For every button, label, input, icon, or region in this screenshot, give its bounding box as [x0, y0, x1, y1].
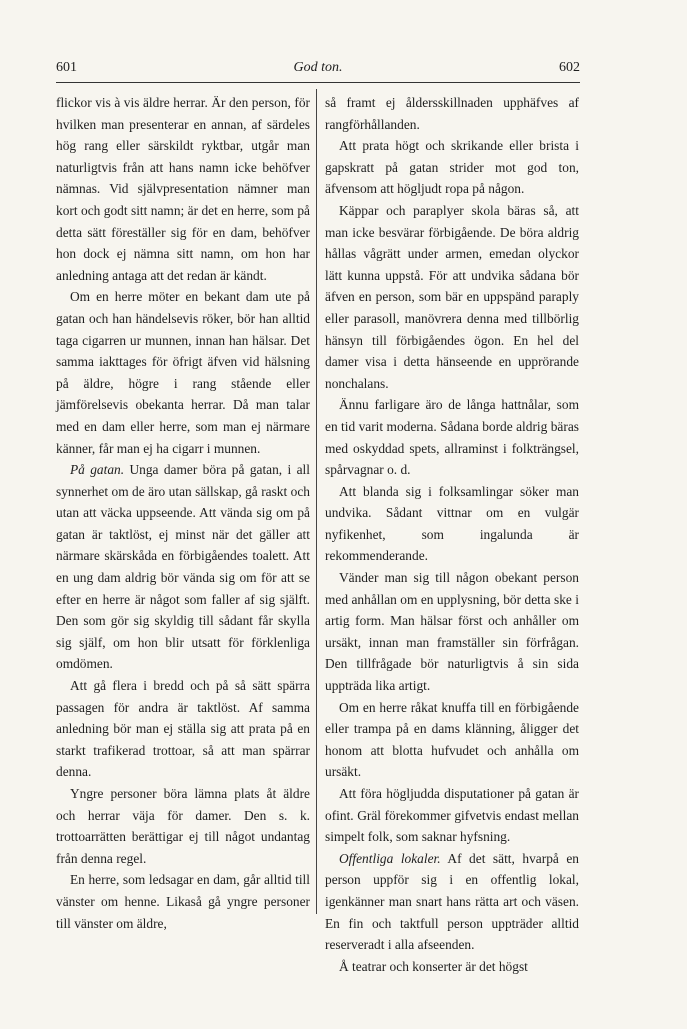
section-heading: På gatan.: [70, 462, 125, 478]
paragraph: Att blanda sig i folksamlingar söker man undvika. Sådant vittnar om en vulgär nyfikenhet, som ingalunda är rekommenderande.: [325, 483, 579, 564]
paragraph: Ännu farligare äro de långa hattnålar, som en tid varit moderna. Sådana borde aldrig bäras med oskyddad spets, allraminst i folkträngsel, spårvagnar o. d.: [325, 397, 579, 478]
paragraph: Om en herre möter en bekant dam ute på gatan och han händelsevis röker, bör han alltid taga cigarren ur munnen, innan han hälsar. Det samma iakttages för öfrigt äfven vid hälsning på äldre, högre i rang stående eller jämförelsevis obekanta herrar. Då man talar med en dam eller herre, som man ej närmare känner, får man ej ha cigarr i munnen.: [56, 289, 310, 456]
paragraph: Å teatrar och konserter är det högst: [339, 958, 528, 974]
paragraph: [325, 848, 579, 956]
paragraph: så framt ej åldersskillnaden upphäfves af rangförhållanden.: [325, 95, 579, 132]
page-number-right: 602: [559, 60, 580, 75]
left-column: [56, 92, 310, 934]
running-header: [56, 60, 580, 82]
right-column: [325, 92, 579, 977]
paragraph: Vänder man sig till någon obekant person med anhållan om en upplysning, bör detta ske i artig form. Man hälsar först och anhåller om ursäkt, innan man framställer sin förfrågan. Den tillfrågade bör naturligtvis å sin sida uppträda lika artigt.: [325, 570, 579, 694]
header-rule: [56, 82, 580, 83]
section-heading: Offentliga lokaler.: [339, 850, 441, 866]
paragraph: Att prata högt och skrikande eller brista i gapskratt på gatan strider mot god ton, äfvensom att högljudt ropa på någon.: [325, 138, 579, 197]
paragraph: En herre, som ledsagar en dam, går alltid till vänster om henne. Likaså gå yngre personer till vänster om äldre,: [56, 872, 310, 931]
column-divider: [316, 89, 317, 914]
paragraph: Att gå flera i bredd och på så sätt spärra passagen för andra är taktlöst. Af samma anledning bör man ej ställa sig att prata på en starkt trafikerad trottoar, så att man spärrar denna.: [56, 678, 310, 780]
paragraph: [56, 459, 310, 675]
paragraph: Att föra högljudda disputationer på gatan är ofint. Gräl förekommer gifvetvis endast mellan simpelt folk, som saknar hyfsning.: [325, 786, 579, 845]
paragraph: flickor vis à vis äldre herrar. Är den person, för hvilken man presenterar en annan, af särdeles hög rang eller särskildt ryktbar, utgår man naturligtvis från att hans namn icke behöfver nämnas. Vid självpresentation nämner man kort och godt sitt namn; är det en herre, som på detta sätt föreställer sig för en dam, behöfver hon dock ej nämna sitt namn, om hon har anledning antaga att det redan är kändt.: [56, 95, 310, 283]
paragraph: Käppar och paraplyer skola bäras så, att man icke besvärar förbigående. De böra aldrig hållas vågrätt under armen, emedan olyckor lätt kunna uppstå. För att undvika sådana bör äfven en person, som bär en uppspänd paraply eller parasoll, manövrera denna med tillbörlig hänsyn till förbigåendes ögon. En hel del damer visa i detta hänseende en upprörande nonchalans.: [325, 202, 579, 391]
running-title: God ton.: [293, 60, 343, 75]
page-number-left: 601: [56, 60, 77, 75]
paragraph: Om en herre råkat knuffa till en förbigående eller trampa på en dams klänning, åligger det honom att blotta hufvudet och anhålla om ursäkt.: [325, 699, 579, 780]
paragraph-text: Af det sätt, hvarpå en person uppför sig i en offentlig lokal, igenkänner man snart hans rätta art och väsen. En fin och taktfull person uppträder alltid reserveradt i alla afseenden.: [325, 850, 579, 953]
paragraph-text: Unga damer böra på gatan, i all synnerhet om de äro utan sällskap, gå raskt och utan att väcka uppseende. Att vända sig om på gatan är taktlöst, ej minst när det gäller att närmare skärskåda en förbigåendes toalett. Att en ung dam aldrig bör vända sig om för att se efter en herre är något som faller af sig själft. Den som gör sig skyldig till sådant får skylla sig själf, om hon blir utsatt för förklenliga omdömen.: [56, 462, 310, 672]
paragraph: Yngre personer böra lämna plats åt äldre och herrar väja för damer. Den s. k. trottoarrätten berättigar ej till något undantag från denna regel.: [56, 786, 310, 866]
